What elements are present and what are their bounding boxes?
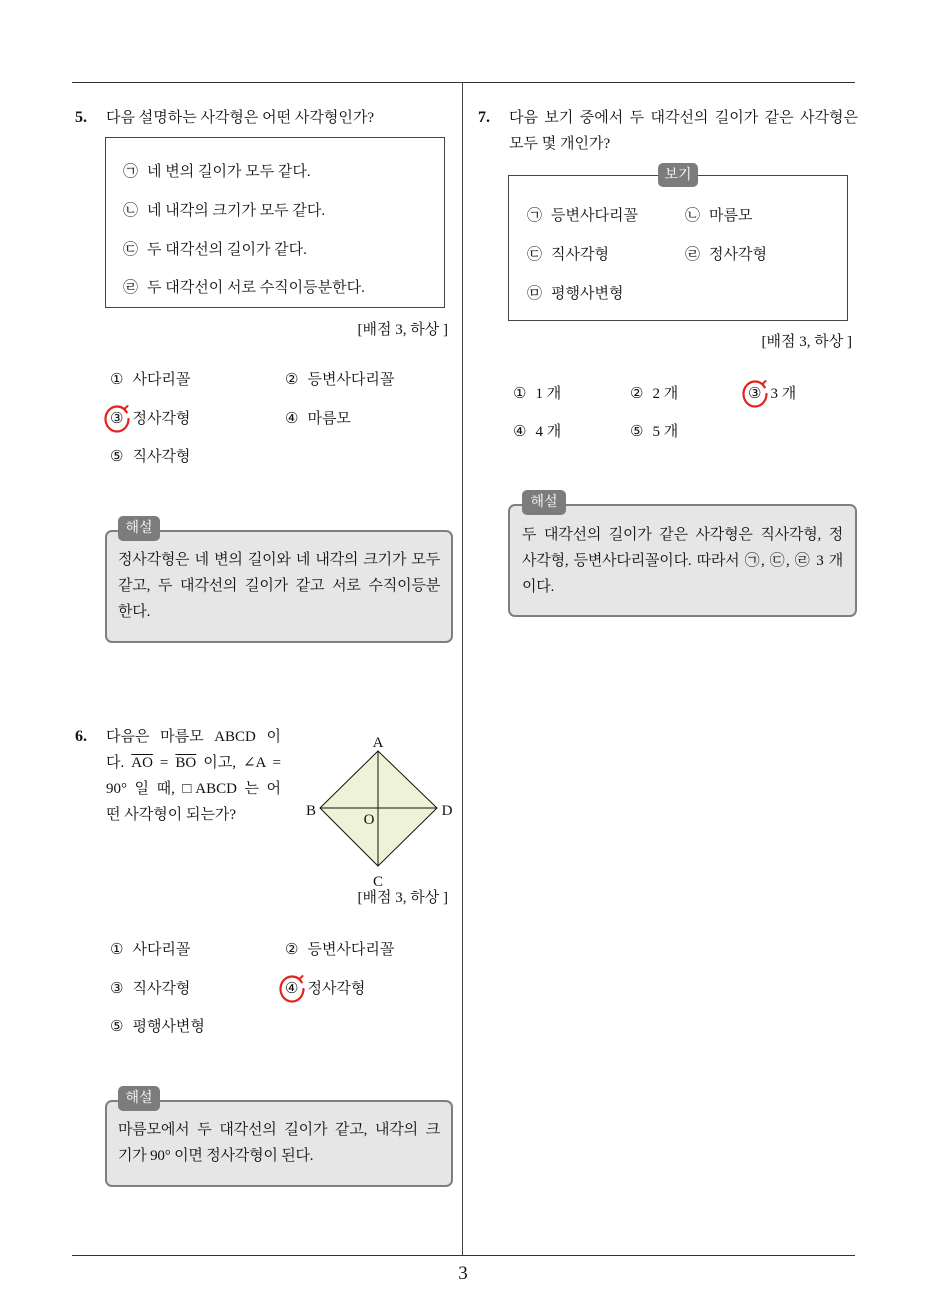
option-item xyxy=(685,206,843,245)
choice-4 xyxy=(285,979,460,1018)
problem-6-score: [배점 3, 하상 ] xyxy=(357,890,448,906)
choice-5 xyxy=(630,422,748,460)
problem-6-choices xyxy=(110,940,460,1056)
question-line: 다음은 마름모 ABCD 이 xyxy=(106,729,281,745)
option-text: 등변사다리꼴 xyxy=(551,208,638,224)
problem-6-explanation-tab: 해설 xyxy=(118,1086,160,1111)
conditions-list xyxy=(123,162,365,317)
column-divider xyxy=(462,82,463,1255)
choice-2 xyxy=(285,370,460,409)
choice-1 xyxy=(110,940,285,979)
problem-6-explanation-box xyxy=(105,1100,453,1187)
problem-5-explanation-box xyxy=(105,530,453,643)
problem-7-explanation-box xyxy=(508,504,857,617)
problem-5-conditions-box xyxy=(105,137,445,308)
rhombus-diagram xyxy=(296,728,466,893)
condition-marker: ㉣ xyxy=(123,280,139,297)
problem-6-number: 6. xyxy=(75,728,87,745)
option-marker: ㉢ xyxy=(527,247,543,263)
vertex-label-d: D xyxy=(441,803,453,819)
choice-text: 직사각형 xyxy=(132,980,191,997)
choice-marker: ① xyxy=(513,386,527,402)
choice-1 xyxy=(110,370,285,409)
choice-2 xyxy=(630,384,748,422)
choice-3 xyxy=(110,979,285,1018)
question-line: 떤 사각형이 되는가? xyxy=(106,807,237,823)
choice-text: 정사각형 xyxy=(307,980,366,997)
explanation-line: 정사각형은 네 변의 길이와 네 내각의 크기가 모두 xyxy=(118,552,440,568)
question-line: 모두 몇 개인가? xyxy=(509,136,611,152)
equals-sign: = xyxy=(159,755,169,771)
choice-marker: ③ xyxy=(748,384,761,404)
problem-7-box-tab: 보기 xyxy=(658,163,698,187)
question-line: 다음 보기 중에서 두 대각선의 길이가 같은 사각형은 xyxy=(509,110,858,126)
condition-marker: ㉠ xyxy=(123,164,139,180)
explanation-line: 마름모에서 두 대각선의 길이가 같고, 내각의 크 xyxy=(118,1122,440,1138)
explanation-line: 사각형, 등변사다리꼴이다. 따라서 ㉠, ㉢, ㉣ 3 개 xyxy=(522,553,843,569)
options-list xyxy=(527,206,843,323)
explanation-line: 이다. xyxy=(522,579,555,595)
choice-5 xyxy=(110,447,285,486)
condition-text: 네 변의 길이가 모두 같다. xyxy=(147,164,311,180)
problem-7-question xyxy=(509,105,858,157)
choice-marker: ④ xyxy=(285,410,299,427)
choice-text: 5 개 xyxy=(652,424,679,440)
option-item xyxy=(527,206,685,245)
problem-7-options-box xyxy=(508,175,848,321)
condition-item xyxy=(123,240,365,279)
choice-4 xyxy=(513,422,630,460)
question-line: 90° 일 때, □ABCD 는 어 xyxy=(106,781,281,797)
problem-5-choices xyxy=(110,370,460,486)
problem-5-question: 다음 설명하는 사각형은 어떤 사각형인가? xyxy=(106,110,374,126)
choice-marker: ③ xyxy=(110,980,124,997)
choice-marker: ⑤ xyxy=(630,424,644,440)
explanation-text xyxy=(522,522,843,600)
choice-text: 정사각형 xyxy=(132,410,191,427)
choice-text: 평행사변형 xyxy=(132,1019,205,1035)
explanation-line: 한다. xyxy=(118,604,151,620)
problem-5-number: 5. xyxy=(75,109,87,126)
choice-marker: ② xyxy=(285,942,299,958)
condition-text: 두 대각선이 서로 수직이등분한다. xyxy=(147,280,365,297)
explanation-line: 기가 90° 이면 정사각형이 된다. xyxy=(118,1148,314,1164)
option-item xyxy=(685,245,843,284)
center-label-o: O xyxy=(363,812,375,828)
question-line xyxy=(106,750,281,776)
choice-marker: ② xyxy=(285,372,299,388)
problem-7-explanation-tab: 해설 xyxy=(522,490,566,515)
option-marker: ㉠ xyxy=(527,208,543,224)
choice-marker: ④ xyxy=(285,979,298,999)
option-item xyxy=(527,245,685,284)
choice-3 xyxy=(110,409,285,448)
top-rule xyxy=(72,82,855,83)
choice-marker: ⑤ xyxy=(110,1019,124,1035)
condition-marker: ㉡ xyxy=(123,202,139,219)
choice-text: 등변사다리꼴 xyxy=(307,372,395,388)
problem-5-score: [배점 3, 하상 ] xyxy=(357,322,448,338)
option-text: 정사각형 xyxy=(709,247,767,263)
condition-item xyxy=(123,201,365,240)
choice-text: 사다리꼴 xyxy=(132,372,191,388)
condition-text: 두 대각선의 길이가 같다. xyxy=(147,241,307,258)
segment-ao: $\overline{AO}$ xyxy=(131,755,153,771)
choice-marker: ① xyxy=(110,372,124,388)
vertex-label-a: A xyxy=(372,735,384,751)
option-marker: ㉤ xyxy=(527,286,543,302)
explanation-line: 두 대각선의 길이가 같은 사각형은 직사각형, 정 xyxy=(522,527,843,543)
question-text: 다. xyxy=(106,755,125,771)
answer-mark-circle xyxy=(103,404,131,434)
problem-7-number: 7. xyxy=(478,109,490,126)
choice-marker: ⑤ xyxy=(110,449,124,465)
page-number: 3 xyxy=(458,1263,468,1284)
choice-marker: ② xyxy=(630,386,644,402)
option-marker: ㉣ xyxy=(685,247,701,263)
vertex-label-c: C xyxy=(372,874,384,890)
choice-1 xyxy=(513,384,630,422)
choice-5 xyxy=(110,1017,285,1056)
choice-marker: ① xyxy=(110,942,124,958)
problem-7-score: [배점 3, 하상 ] xyxy=(761,334,852,350)
condition-item xyxy=(123,278,365,317)
option-text: 평행사변형 xyxy=(551,286,624,302)
choice-text: 마름모 xyxy=(307,410,351,427)
option-text: 마름모 xyxy=(709,208,753,224)
choice-text: 2 개 xyxy=(652,386,679,402)
choice-text: 4 개 xyxy=(535,424,562,440)
choice-text: 직사각형 xyxy=(132,449,191,465)
choice-text: 등변사다리꼴 xyxy=(307,942,395,958)
option-marker: ㉡ xyxy=(685,208,701,224)
question-text: 이고, ∠A = xyxy=(203,755,281,771)
explanation-line: 같고, 두 대각선의 길이가 같고 서로 수직이등분 xyxy=(118,578,440,594)
condition-item xyxy=(123,162,365,201)
choice-marker: ④ xyxy=(513,424,527,440)
explanation-text xyxy=(118,547,440,625)
problem-7-choices xyxy=(513,384,866,460)
choice-4 xyxy=(285,409,460,448)
choice-2 xyxy=(285,940,460,979)
bottom-rule xyxy=(72,1255,855,1256)
choice-text: 사다리꼴 xyxy=(132,942,191,958)
vertex-label-b: B xyxy=(305,803,317,819)
choice-3 xyxy=(748,384,866,422)
option-text: 직사각형 xyxy=(551,247,609,263)
choice-marker: ③ xyxy=(110,409,123,429)
segment-bo: $\overline{BO}$ xyxy=(175,755,197,771)
choice-text: 1 개 xyxy=(535,386,562,402)
problem-5-explanation-tab: 해설 xyxy=(118,516,160,541)
condition-marker: ㉢ xyxy=(123,241,139,258)
problem-6-question xyxy=(106,724,281,828)
explanation-text xyxy=(118,1117,440,1169)
option-item xyxy=(527,284,685,323)
condition-text: 네 내각의 크기가 모두 같다. xyxy=(147,202,326,219)
choice-text: 3 개 xyxy=(770,386,797,402)
